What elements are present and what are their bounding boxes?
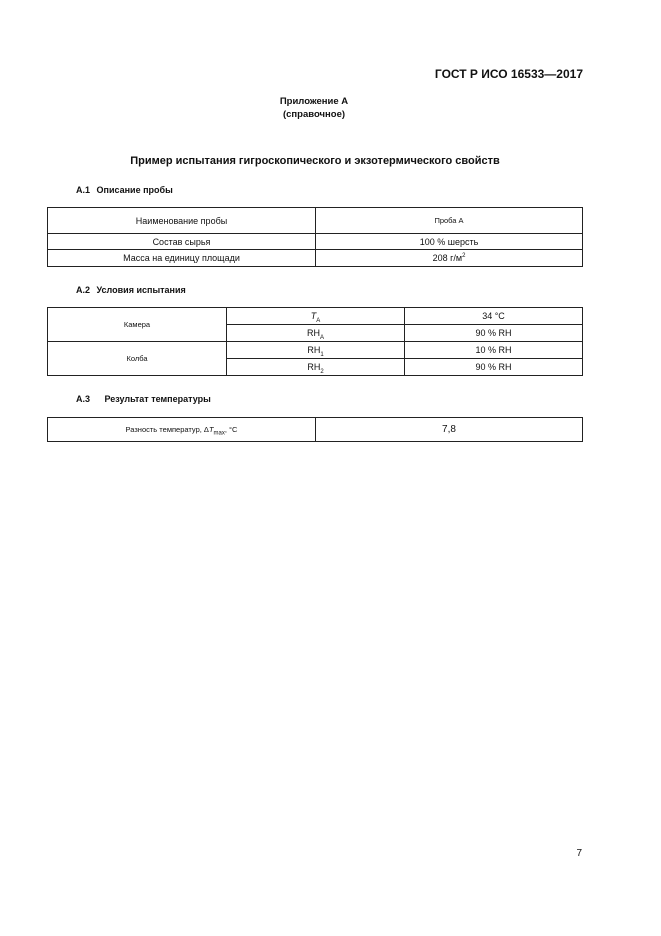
table-cell-param (227, 342, 405, 359)
table-cell-group: Колба (48, 342, 227, 376)
value-superscript: 2 (462, 253, 466, 259)
temperature-result-table (47, 417, 583, 442)
delta-symbol: Δ (203, 425, 209, 434)
value-text: 208 г/м (432, 253, 463, 263)
table-row (48, 208, 583, 234)
param-subscript: 2 (320, 368, 324, 375)
label-prefix: Разность температур, (125, 425, 204, 434)
table-cell-param (227, 308, 405, 325)
table-cell-label (48, 418, 316, 442)
table-cell-value: 10 % RH (405, 342, 583, 359)
table-row (48, 234, 583, 250)
annex-subtitle: (справочное) (282, 109, 346, 120)
annex-title: Приложение А (279, 96, 349, 107)
table-row (48, 250, 583, 267)
param-subscript: 1 (320, 351, 324, 358)
param-symbol: RH (307, 345, 321, 355)
test-conditions-table (47, 307, 583, 376)
page-number: 7 (576, 848, 582, 859)
main-title: Пример испытания гигроскопического и экзотермического свойств (130, 155, 500, 167)
param-subscript: A (319, 334, 324, 341)
label-suffix: , °С (224, 425, 238, 434)
section-title: Результат температуры (104, 394, 211, 404)
param-symbol: RH (307, 362, 321, 372)
temperature-symbol: T (208, 425, 214, 434)
param-subscript: A (316, 317, 321, 324)
table-cell-value: 34 °С (405, 308, 583, 325)
table-cell-label: Наименование пробы (48, 208, 316, 234)
table-cell-value: 100 % шерсть (316, 234, 583, 250)
section-title: Описание пробы (96, 185, 173, 195)
section-heading-a1 (76, 185, 173, 195)
table-cell-group: Камера (48, 308, 227, 342)
sample-description-table (47, 207, 583, 267)
section-number: А.3 (76, 394, 91, 404)
section-heading-a3 (76, 394, 211, 404)
section-title: Условия испытания (96, 285, 186, 295)
section-number: А.2 (76, 285, 91, 295)
table-cell-param (227, 359, 405, 376)
table-cell-value (316, 250, 583, 267)
table-cell-param (227, 325, 405, 342)
temperature-subscript: max (213, 430, 225, 437)
table-row (48, 308, 583, 325)
param-symbol: RH (306, 328, 320, 338)
param-symbol: T (310, 311, 317, 321)
table-cell-label: Состав сырья (48, 234, 316, 250)
table-cell-value: Проба А (316, 208, 583, 234)
annex-heading (0, 95, 628, 121)
section-number: А.1 (76, 185, 91, 195)
section-heading-a2 (76, 285, 186, 295)
document-code: ГОСТ Р ИСО 16533—2017 (434, 67, 583, 81)
table-row (48, 342, 583, 359)
table-cell-value: 7,8 (316, 418, 583, 442)
table-cell-value: 90 % RH (405, 359, 583, 376)
table-cell-label: Масса на единицу площади (48, 250, 316, 267)
table-cell-value: 90 % RH (405, 325, 583, 342)
table-row (48, 418, 583, 442)
